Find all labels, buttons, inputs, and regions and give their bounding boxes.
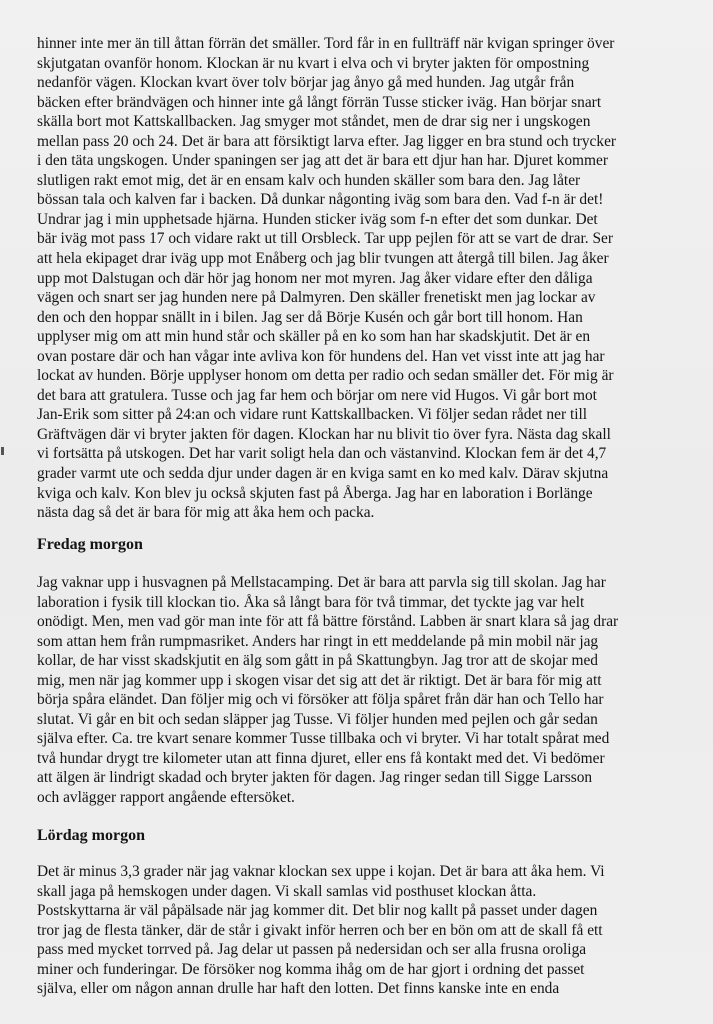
text-line: bössan tala och kalven far i backen. Då dunkar någonting iväg som bara den. Vad f-n är det!	[37, 191, 604, 209]
text-line: Postskyttarna är väl påpälsade när jag kommer dit. Det blir nog kallt på passet under dagen	[37, 902, 598, 920]
section-heading-fredag: Fredag morgon	[37, 536, 143, 553]
section-heading-lordag: Lördag morgon	[37, 827, 145, 844]
text-line: den och den hoppar snällt in i bilen. Jag ser då Börje Kusén och går bort till honom. Han	[37, 308, 583, 326]
text-line: mig, men när jag kommer upp i skogen visar det sig att det är riktigt. Det är bara för mig att	[37, 671, 602, 689]
text-line: Undrar jag i min upphetsade hjärna. Hunden sticker iväg som f-n efter det som dunkar. Det	[37, 210, 598, 228]
text-line: kollar, de har visst skadskjutit en älg som gått in på Skattungbyn. Jag tror att de skojar med	[37, 652, 599, 670]
text-line: skall jaga på hemskogen under dagen. Vi skall samlas vid posthuset klockan åtta.	[37, 882, 537, 900]
text-line: Jag vaknar upp i husvagnen på Mellstacamping. Det är bara att parvla sig till skolan. Jag har	[37, 574, 606, 591]
text-line: upp mot Dalstugan och där hör jag honom ner mot myren. Jag åker vidare efter den dåliga	[37, 269, 593, 287]
text-line: Det är minus 3,3 grader när jag vaknar klockan sex uppe i kojan. Det är bara att åka hem. Vi	[37, 863, 605, 880]
text-line: vi fortsätta på utskogen. Det har varit soligt hela dan och västanvind. Klockan fem är det 4,7	[37, 445, 607, 463]
text-line: bäcken efter brändvägen och hinner inte gå långt förrän Tusse sticker iväg. Han börjar snart	[37, 93, 602, 111]
text-line: tror jag de flesta tänker, där de står i givakt inför herren och ber en bön om att de skall få ett	[37, 921, 603, 939]
paragraph-fredag	[37, 573, 685, 808]
text-line: vägen och snart ser jag hunden nere på Dalmyren. Den skäller frenetiskt men jag lockar av	[37, 289, 596, 307]
text-line: kviga och kalv. Kon blev ju också skjuten fast på Åberga. Jag har en laboration i Borlänge	[37, 484, 593, 502]
text-line: i den täta ungskogen. Under spaningen ser jag att det är bara ett djur han har. Djuret kommer	[37, 152, 608, 170]
text-line: lockat av hunden. Börje upplyser honom om detta per radio och sedan smäller det. För mig är	[37, 367, 614, 385]
text-line: slutat. Vi går en bit och sedan släpper jag Tusse. Vi följer hunden med pejlen och går sedan	[37, 710, 598, 728]
text-line: bär iväg mot pass 17 och vidare rakt ut till Orsbleck. Tar upp pejlen för att se vart de drar. Ser	[37, 230, 614, 248]
text-line: det bara att gratulera. Tusse och jag far hem och börjar om nere vid Hugos. Vi går bort mot	[37, 386, 597, 404]
text-line: hinner inte mer än till åttan förrän det smäller. Tord får in en fullträff när kvigan springer över	[37, 35, 615, 52]
text-line: miner och funderingar. De försöker nog komma ihåg om de har gjort i ordning det passet	[37, 960, 585, 978]
text-line: två hundar drygt tre kilometer utan att finna djuret, eller ens få kontakt med det. Vi bedömer	[37, 749, 605, 767]
text-line: och avlägger rapport angående eftersöket.	[37, 789, 295, 807]
text-line: nedanför vägen. Klockan kvart över tolv börjar jag ånyo gå med hunden. Jag utgår från	[37, 74, 575, 92]
text-line: börja spåra eländet. Dan följer mig och vi försöker att följa spåret från där han och Tello har	[37, 691, 604, 709]
text-line: som attan hem från rumpmasriket. Anders har ringt in ett meddelande på min mobil när jag	[37, 632, 599, 650]
text-line: onödigt. Men, men vad gör man inte för att få bättre förstånd. Labben är snart klara så jag drar	[37, 613, 619, 631]
text-line: slutligen rakt emot mig, det är en ensam kalv och hunden skäller som bara den. Jag låter	[37, 171, 581, 189]
text-line: själva, eller om någon annan drulle har haft den lotten. Det finns kanske inte en enda	[37, 980, 560, 998]
text-line: pass med mycket torrved på. Jag delar ut passen på nedersidan och ser alla frusna oroliga	[37, 941, 587, 959]
text-line: skälla bort mot Kattskallbacken. Jag smyger mot ståndet, men de drar sig ner i ungskogen	[37, 113, 591, 131]
text-line: grader varmt ute och sedda djur under dagen är en kviga samt en ko med kalv. Därav skjutna	[37, 465, 609, 483]
text-line: skjutgatan ovanför honom. Klockan är nu kvart i elva och vi bryter jakten för ompostning	[37, 54, 590, 72]
text-line: själva efter. Ca. tre kvart senare kommer Tusse tillbaka och vi bryter. Vi har totalt spårat med	[37, 730, 610, 748]
text-line: Gräftvägen där vi bryter jakten för dagen. Klockan har nu blivit tio över fyra. Nästa dag skall	[37, 425, 611, 443]
text-line: att hela ekipaget drar iväg upp mot Enåberg och jag blir tvungen att återgå till bilen. Jag åker	[37, 250, 609, 268]
text-line: laboration i fysik till klockan tio. Åka så långt bara för två timmar, det tyckte jag var helt	[37, 593, 585, 611]
paragraph-hunt-day	[37, 34, 685, 523]
text-line: ovan postare där och han vågar inte avliva kon för hundens del. Han vet visst inte att jag har	[37, 347, 605, 365]
text-line: Jan-Erik som sitter på 24:an och vidare runt Kattskallbacken. Vi följer sedan rådet ner till	[37, 406, 588, 424]
text-line: upplyser mig om att min hund står och skäller på en ko som han har skadskjutit. Det är en	[37, 328, 591, 346]
text-line: mellan pass 20 och 24. Det är bara att försiktigt larva efter. Jag ligger en bra stund och trycker	[37, 132, 617, 150]
text-line: nästa dag så det är bara för mig att åka hem och packa.	[37, 504, 375, 522]
text-line: att älgen är lindrigt skadad och bryter jakten för dagen. Jag ringer sedan till Sigge Larsson	[37, 769, 593, 787]
scan-margin-mark	[1, 447, 4, 455]
paragraph-lordag	[37, 862, 685, 999]
